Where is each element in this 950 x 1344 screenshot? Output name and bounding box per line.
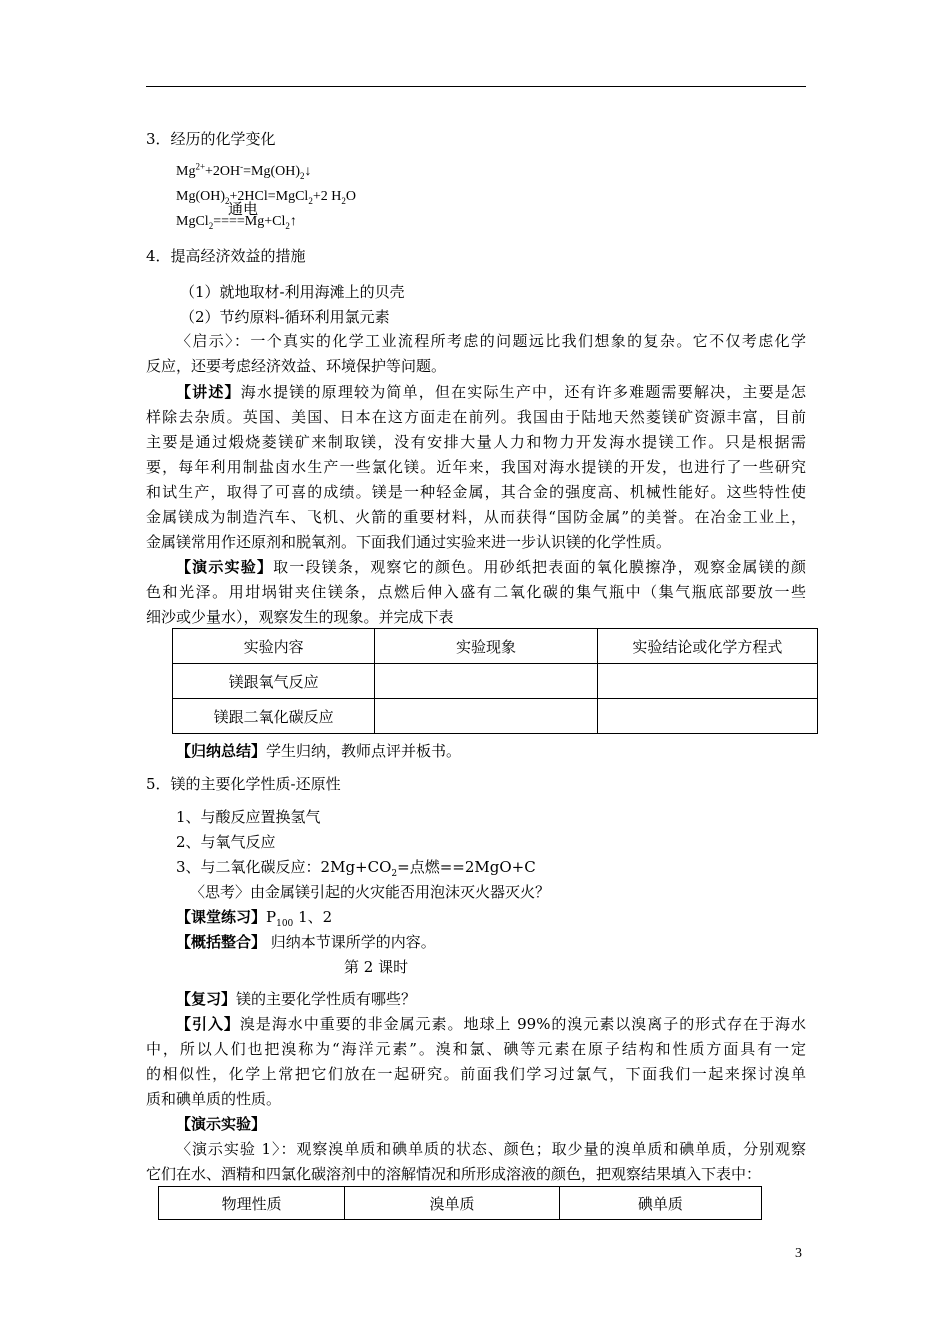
table-cell: 镁跟氧气反应: [173, 664, 375, 699]
section-5-heading: 5．镁的主要化学性质-还原性: [146, 775, 341, 793]
table-header: 实验现象: [375, 629, 597, 664]
review-line: 【复习】镁的主要化学性质有哪些？: [176, 990, 417, 1008]
lecture-line-2: 样除去杂质。英国、美国、日本在这方面走在前列。我国由于陆地天然菱镁矿资源丰富，目前: [146, 408, 806, 426]
intro-line-2: 中，所以人们也把溴称为“海洋元素”。溴和氯、碘等元素在原子结构和性质方面具有一定: [146, 1040, 806, 1058]
lecture-line-4: 要，每年利用制盐卤水生产一些氯化镁。近年来，我国对海水提镁的开发，也进行了一些研究: [146, 458, 806, 476]
equation-3-condition: 通电: [228, 200, 259, 218]
summary-line: 【归纳总结】学生归纳，教师点评并板书。: [176, 742, 462, 760]
table-cell: [597, 699, 817, 734]
header-rule: [146, 86, 806, 87]
experiment-table: [172, 628, 818, 734]
table-cell: [597, 664, 817, 699]
table-cell: 镁跟二氧化碳反应: [173, 699, 375, 734]
think-line: 〈思考〉由金属镁引起的火灾能否用泡沫灭火器灭火？: [190, 883, 551, 901]
lecture-line-5: 和试生产，取得了可喜的成绩。镁是一种轻金属，其合金的强度高、机械性能好。这些特性使: [146, 483, 806, 501]
measure-item-2: （2）节约原料-循环利用氯元素: [180, 308, 390, 326]
table-cell: [375, 699, 597, 734]
demo2-line-1: 〈演示实验 1〉：观察溴单质和碘单质的状态、颜色；取少量的溴单质和碘单质，分别观察: [176, 1140, 806, 1158]
demo-line-2: 色和光泽。用坩埚钳夹住镁条，点燃后伸入盛有二氧化碳的集气瓶中（集气瓶底部要放一些: [146, 583, 806, 601]
practice-line: 【课堂练习】$P_{100}$ 1、2: [176, 908, 333, 929]
table-header: 物理性质: [159, 1187, 345, 1220]
lecture-line-6: 金属镁成为制造汽车、飞机、火箭的重要材料，从而获得“国防金属”的美誉。在冶金工业上，: [146, 508, 806, 526]
lecture-line-3: 主要是通过煅烧菱镁矿来制取镁，没有安排大量人力和物力开发海水提镁工作。只是根据需: [146, 433, 806, 451]
table-header: 碘单质: [559, 1187, 761, 1220]
table-header: 实验结论或化学方程式: [597, 629, 817, 664]
hint-line-2: 反应，还要考虑经济效益、环境保护等问题。: [146, 357, 447, 375]
equation-3: $MgCl_2====Mg+Cl_2↑$: [176, 214, 297, 231]
table-header: 实验内容: [173, 629, 375, 664]
property-item-1: 1、与酸反应置换氢气: [176, 808, 321, 826]
intro-line-3: 的相似性，化学上常把它们放在一起研究。前面我们学习过氯气，下面我们一起来探讨溴单: [146, 1065, 806, 1083]
hint-line-1: 〈启示〉：一个真实的化学工业流程所考虑的问题远比我们想象的复杂。它不仅考虑化学: [176, 332, 806, 350]
demo-line-3: 细沙或少量水），观察发生的现象。并完成下表: [146, 608, 454, 626]
lesson-2-title: 第 2 课时: [344, 958, 409, 976]
lecture-line-7: 金属镁常用作还原剂和脱氧剂。下面我们通过实验来进一步认识镁的化学性质。: [146, 533, 672, 551]
property-item-3: 3、与二氧化碳反应：$2Mg+CO_2=$点燃==2MgO+C: [176, 858, 536, 879]
equation-1: $Mg^{2+}+2OH^-=Mg(OH)_2↓$: [176, 161, 312, 181]
table-cell: [375, 664, 597, 699]
property-item-2: 2、与氧气反应: [176, 833, 276, 851]
demo2-line-2: 它们在水、酒精和四氯化碳溶剂中的溶解情况和所形成溶液的颜色，把观察结果填入下表中：: [146, 1165, 762, 1183]
demo2-tag: 【演示实验】: [176, 1115, 267, 1133]
intro-line-1: 【引入】溴是海水中重要的非金属元素。地球上 99%的溴元素以溴离子的形式存在于海水: [176, 1015, 806, 1033]
integrate-line: 【概括整合】 归纳本节课所学的内容。: [176, 933, 436, 951]
equation-2: $Mg(OH)_2+2HCl=MgCl_2+2$ $H_2O$: [176, 189, 356, 206]
demo-line-1: 【演示实验】取一段镁条，观察它的颜色。用砂纸把表面的氧化膜擦净，观察金属镁的颜: [176, 558, 806, 576]
measure-item-1: （1）就地取材-利用海滩上的贝壳: [180, 283, 405, 301]
table-header: 溴单质: [345, 1187, 559, 1220]
section-4-heading: 4．提高经济效益的措施: [146, 247, 306, 265]
intro-line-4: 质和碘单质的性质。: [146, 1090, 282, 1108]
lecture-line-1: 【讲述】海水提镁的原理较为简单，但在实际生产中，还有许多难题需要解决，主要是怎: [176, 383, 806, 401]
properties-table: [158, 1186, 762, 1220]
section-3-heading: 3．经历的化学变化: [146, 130, 276, 148]
page-number: 3: [795, 1246, 802, 1261]
